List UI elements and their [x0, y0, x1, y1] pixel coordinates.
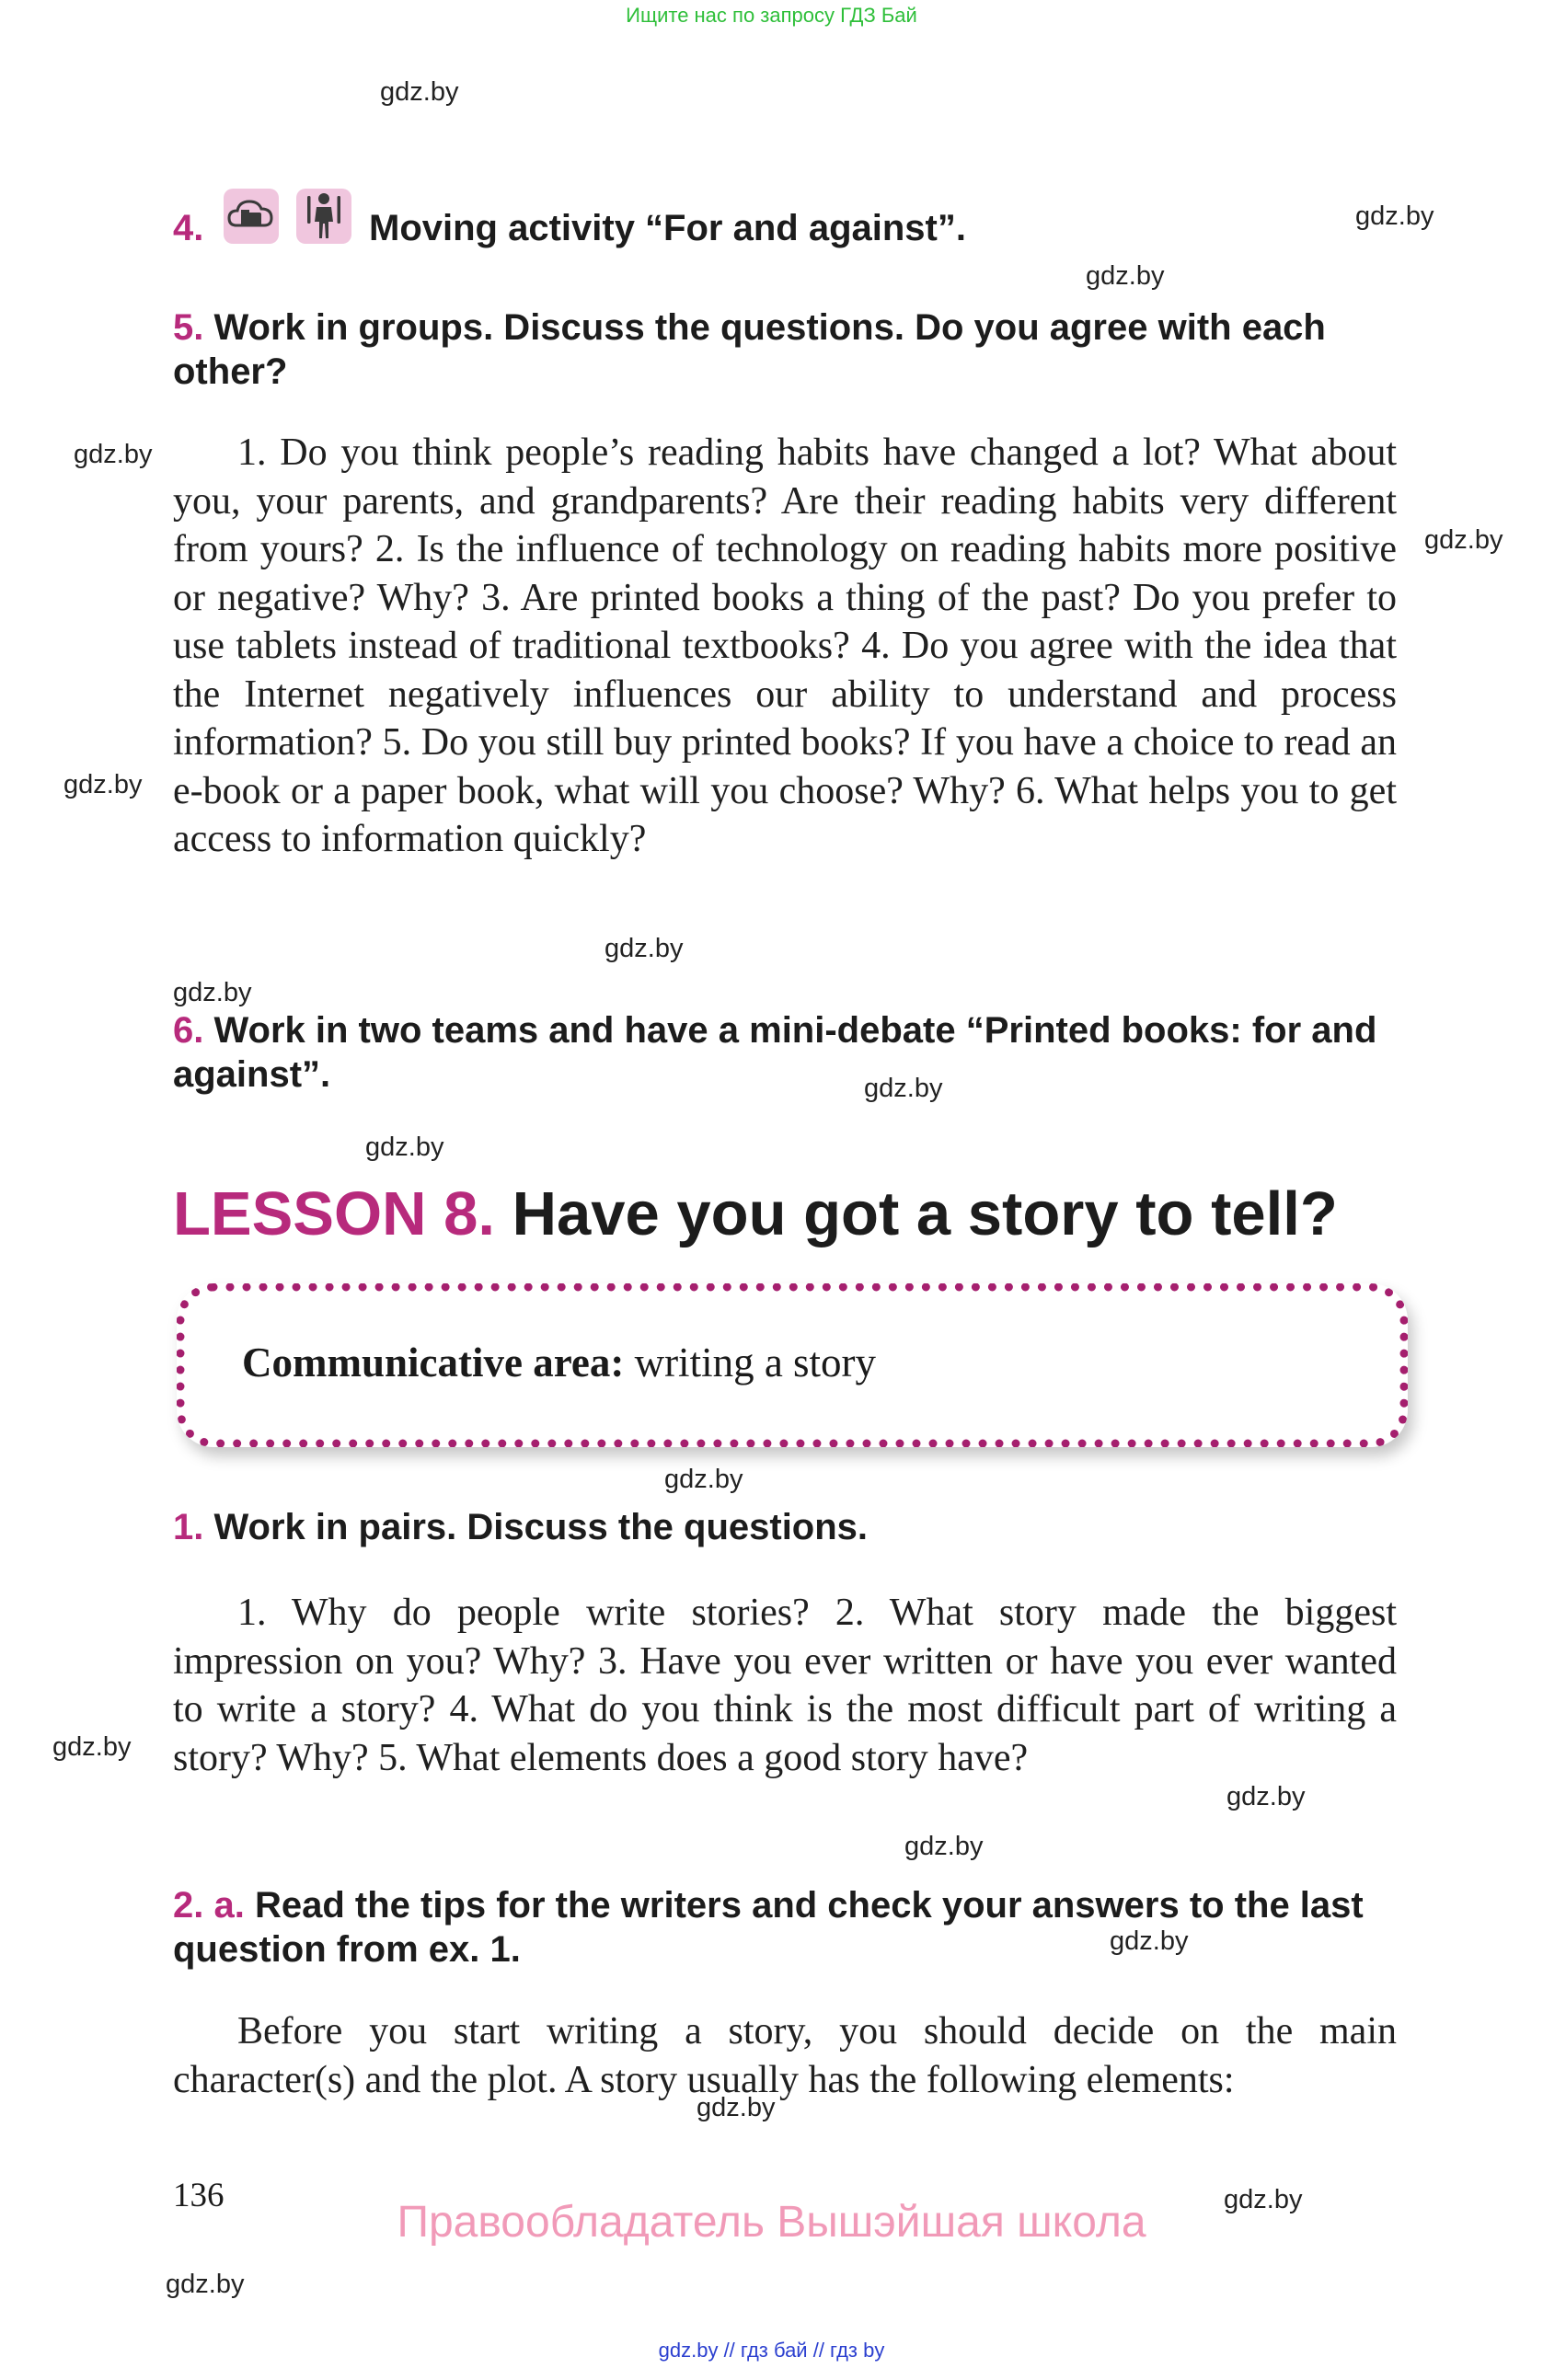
- watermark: gdz.by: [664, 1465, 743, 1494]
- watermark: gdz.by: [1355, 201, 1434, 231]
- lesson-title: [173, 1178, 1338, 1251]
- l8-ex2-instruction: [173, 1883, 1397, 1972]
- ex4-text: Moving activity “For and against”.: [369, 208, 966, 248]
- lesson-name: Have you got a story to tell?: [512, 1179, 1338, 1248]
- l8-ex2-body: Before you start writing a story, you should decide on the main character(s) and the plot. A story usually has the following elements:: [173, 2010, 1397, 2101]
- top-banner: Ищите нас по запросу ГДЗ Бай: [626, 4, 917, 27]
- ex4-number: 4.: [173, 208, 204, 248]
- cloud-folder-icon: [224, 189, 279, 244]
- watermark: gdz.by: [1086, 261, 1165, 291]
- watermark: gdz.by: [1424, 525, 1503, 555]
- bottom-links[interactable]: gdz.by // гдз бай // гдз by: [658, 2339, 885, 2362]
- l8-ex1-questions: 1. Why do people write stories? 2. What story made the biggest impression on you? Why? 3. Have you ever written or have you ever wanted to write a story? 4. What do you think is the most difficult part of writing a story? Why? 5. What elements does a good story have?: [173, 1592, 1397, 1779]
- watermark: gdz.by: [173, 978, 252, 1007]
- watermark: gdz.by: [380, 77, 459, 107]
- watermark: gdz.by: [166, 2270, 245, 2299]
- watermark: gdz.by: [74, 440, 153, 469]
- l8-ex2-instruction-text: Read the tips for the writers and check your answers to the last question from ex. 1.: [173, 1885, 1364, 1970]
- ex6-number: 6.: [173, 1010, 204, 1051]
- ex5-instruction: [173, 305, 1397, 394]
- l8-ex2-letter: a.: [213, 1885, 245, 1926]
- ex6-instruction-text: Work in two teams and have a mini-debate “Printed books: for and against”.: [173, 1010, 1377, 1095]
- l8-ex1-number: 1.: [173, 1507, 204, 1547]
- watermark: gdz.by: [1224, 2185, 1303, 2214]
- l8-ex2-number: 2.: [173, 1885, 204, 1926]
- lesson-number: LESSON 8.: [173, 1179, 495, 1248]
- communicative-area: [242, 1339, 876, 1386]
- watermark: gdz.by: [365, 1133, 444, 1162]
- watermark: gdz.by: [605, 934, 684, 963]
- ex5-instruction-text: Work in groups. Discuss the questions. Do you agree with each other?: [173, 307, 1326, 392]
- ex5-questions: 1. Do you think people’s reading habits have changed a lot? What about you, your parents, and grandparents? Are their reading habits very different from yours? 2. Is the influence of technology on reading habits more positive or negative? Why? 3. Are printed books a thing of the past? Do you prefer to use tablets instead of traditional textbooks? 4. Do you agree with the idea that the Internet negatively influences our ability to understand and process information? 5. Do you still buy printed books? If you have a choice to read an e-book or a paper book, what will you choose? Why? 6. What helps you to get access to information quickly?: [173, 431, 1397, 860]
- communicative-area-label: Communicative area:: [242, 1339, 625, 1385]
- ex5-number: 5.: [173, 307, 204, 348]
- person-standing-icon: [296, 189, 351, 244]
- watermark: gdz.by: [864, 1074, 943, 1103]
- watermark: gdz.by: [52, 1732, 132, 1762]
- l8-ex1-instruction: [173, 1505, 1397, 1549]
- communicative-area-value: writing a story: [634, 1339, 877, 1385]
- watermark: gdz.by: [904, 1832, 984, 1861]
- l8-ex1-instruction-text: Work in pairs. Discuss the questions.: [213, 1507, 869, 1547]
- page-number: 136: [173, 2177, 225, 2214]
- watermark: gdz.by: [1226, 1782, 1306, 1811]
- ex6-instruction: [173, 1008, 1397, 1097]
- watermark: gdz.by: [697, 2093, 776, 2122]
- copyright-notice: Правообладатель Вышэйшая школа: [397, 2198, 1146, 2247]
- watermark: gdz.by: [63, 770, 143, 799]
- watermark: gdz.by: [1110, 1926, 1189, 1956]
